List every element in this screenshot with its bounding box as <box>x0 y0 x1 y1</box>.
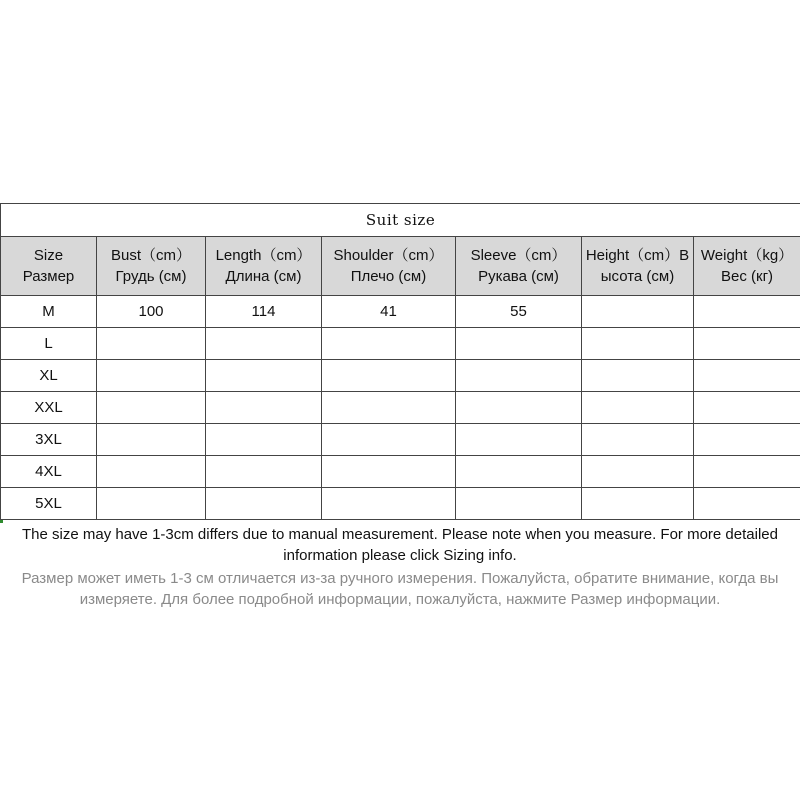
column-header-label: Size <box>33 247 64 264</box>
measurement-note-english: The size may have 1-3cm differs due to manual measurement. Please note when you measure. For more detailed information please click Sizing info. <box>22 526 778 564</box>
column-header-label-ru: Рукава (см) <box>478 268 559 285</box>
column-header-bust <box>97 237 206 296</box>
cell-weight <box>694 360 800 392</box>
cell-length <box>206 488 322 520</box>
cell-height <box>582 488 694 520</box>
cell-height <box>582 360 694 392</box>
table-row <box>1 456 800 488</box>
cell-shoulder <box>322 424 456 456</box>
cell-bust <box>97 424 206 456</box>
cell-bust: 100 <box>97 296 206 328</box>
cell-bust <box>97 456 206 488</box>
size-table <box>0 203 800 520</box>
column-header-length <box>206 237 322 296</box>
cell-bust <box>97 328 206 360</box>
column-header-height <box>582 237 694 296</box>
cell-weight <box>694 296 800 328</box>
cell-sleeve <box>456 456 582 488</box>
column-header-label: Bust（cm） <box>110 247 191 264</box>
column-header-label: Shoulder（cm） <box>333 247 444 264</box>
cell-shoulder <box>322 360 456 392</box>
cell-size: XL <box>1 360 97 392</box>
column-header-label-ru: Плечо (см) <box>350 268 427 285</box>
cell-length <box>206 392 322 424</box>
cell-weight <box>694 424 800 456</box>
column-header-label-ru: Вес (кг) <box>721 268 774 285</box>
cell-size: 3XL <box>1 424 97 456</box>
table-row <box>1 424 800 456</box>
column-header-label-ru: Размер <box>22 268 75 285</box>
cell-shoulder <box>322 488 456 520</box>
cell-length <box>206 424 322 456</box>
cell-size: L <box>1 328 97 360</box>
column-header-shoulder <box>322 237 456 296</box>
cell-sleeve <box>456 328 582 360</box>
cell-bust <box>97 392 206 424</box>
column-header-label: Sleeve（cm） <box>470 247 567 264</box>
cell-height <box>582 328 694 360</box>
table-title: Suit size <box>1 204 800 237</box>
size-chart <box>0 203 800 610</box>
column-header-label: Height（cm）В <box>585 247 690 264</box>
cell-sleeve <box>456 488 582 520</box>
cell-sleeve <box>456 360 582 392</box>
table-row <box>1 392 800 424</box>
cell-height <box>582 296 694 328</box>
cell-height <box>582 456 694 488</box>
cell-weight <box>694 392 800 424</box>
column-header-label-ru: ысота (см) <box>600 268 675 285</box>
column-header-sleeve <box>456 237 582 296</box>
column-header-weight <box>694 237 800 296</box>
cell-sleeve <box>456 424 582 456</box>
column-header-label: Length（cm） <box>215 247 312 264</box>
cell-height <box>582 392 694 424</box>
cell-size: XXL <box>1 392 97 424</box>
cell-shoulder: 41 <box>322 296 456 328</box>
cell-shoulder <box>322 456 456 488</box>
cell-shoulder <box>322 328 456 360</box>
table-row <box>1 296 800 328</box>
cell-weight <box>694 456 800 488</box>
measurement-note <box>0 524 800 610</box>
column-header-label: Weight（kg） <box>700 247 794 264</box>
cell-sleeve: 55 <box>456 296 582 328</box>
column-header-size <box>1 237 97 296</box>
table-row <box>1 488 800 520</box>
header-row <box>1 237 800 296</box>
cell-length <box>206 328 322 360</box>
cell-bust <box>97 360 206 392</box>
cell-shoulder <box>322 392 456 424</box>
corner-marker <box>0 520 3 523</box>
cell-size: 4XL <box>1 456 97 488</box>
cell-size: 5XL <box>1 488 97 520</box>
measurement-note-russian: Размер может иметь 1-3 см отличается из-за ручного измерения. Пожалуйста, обратите внимание, когда вы измеряете. Для более подробной информации, пожалуйста, нажмите Размер информации. <box>21 570 779 608</box>
cell-weight <box>694 488 800 520</box>
cell-bust <box>97 488 206 520</box>
cell-weight <box>694 328 800 360</box>
cell-length: 114 <box>206 296 322 328</box>
cell-length <box>206 360 322 392</box>
table-row <box>1 328 800 360</box>
table-row <box>1 360 800 392</box>
cell-height <box>582 424 694 456</box>
cell-sleeve <box>456 392 582 424</box>
column-header-label-ru: Длина (см) <box>225 268 302 285</box>
cell-length <box>206 456 322 488</box>
title-row <box>1 204 800 237</box>
column-header-label-ru: Грудь (см) <box>115 268 187 285</box>
cell-size: M <box>1 296 97 328</box>
